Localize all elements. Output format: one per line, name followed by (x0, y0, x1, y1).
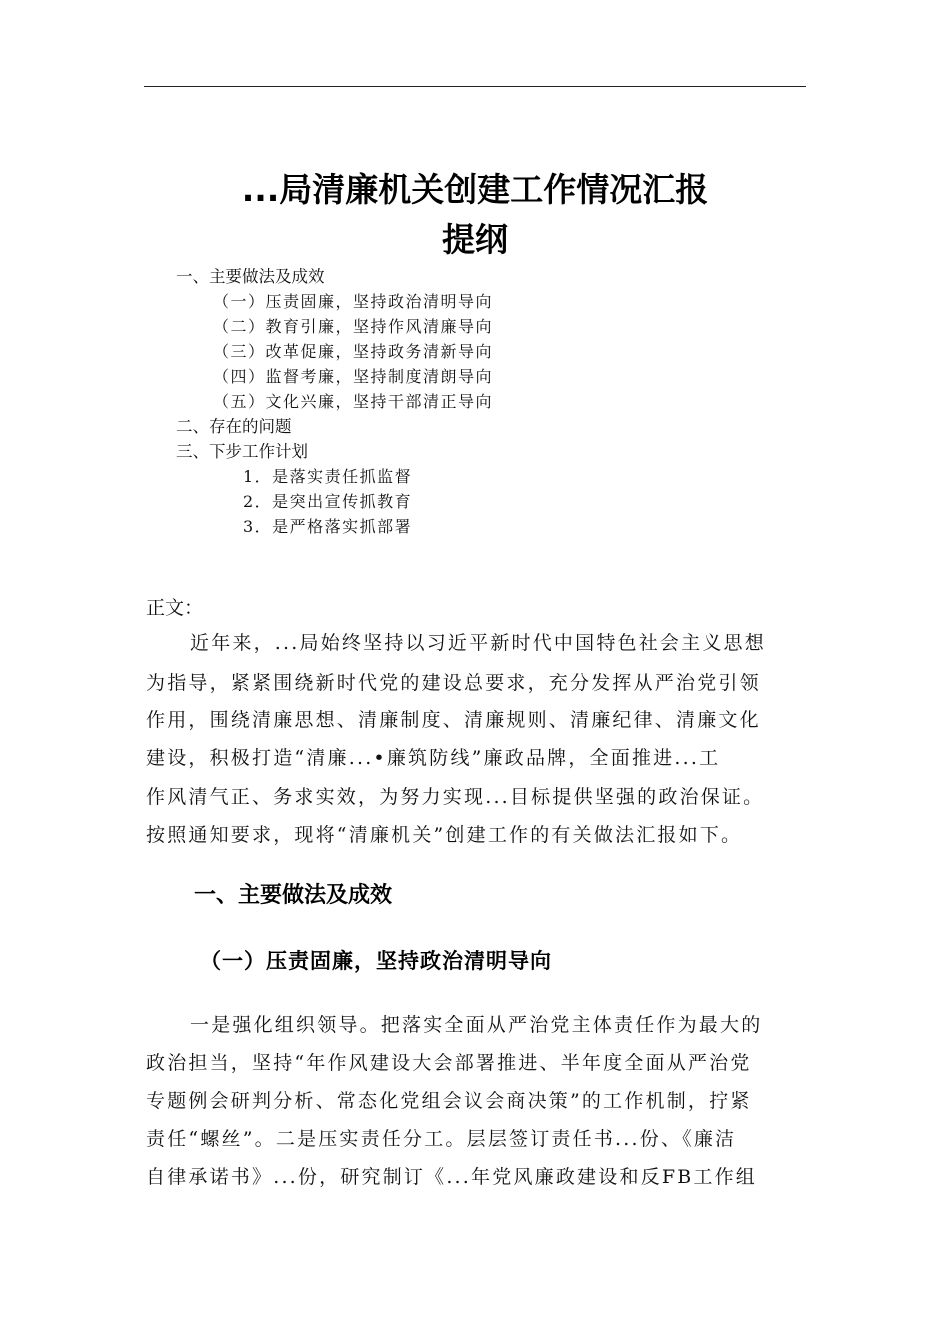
paragraph-line: 建设，积极打造“清廉...•廉筑防线”廉政品牌，全面推进...工 (146, 747, 721, 769)
document-title-line-1: ...局清廉机关创建工作情况汇报 (241, 170, 709, 209)
outline-item: （二）教育引廉，坚持作风清廉导向 (213, 317, 494, 336)
outline-section-2: 二、存在的问题 (176, 417, 292, 436)
paragraph-line: 作风清气正、务求实效，为努力实现...目标提供坚强的政治保证。 (146, 786, 765, 808)
outline-item: （一）压责固廉，坚持政治清明导向 (213, 292, 494, 311)
outline-subitem: 1．是落实责任抓监督 (243, 467, 413, 486)
outline-item: （五）文化兴廉，坚持干部清正导向 (213, 392, 494, 411)
paragraph-line: 自律承诺书》...份，研究制订《...年党风廉政建设和反FB工作组 (146, 1166, 757, 1188)
paragraph-line: 为指导，紧紧围绕新时代党的建设总要求，充分发挥从严治党引领 (146, 672, 761, 694)
outline-section-3: 三、下步工作计划 (176, 442, 308, 461)
outline-subitem: 3．是严格落实抓部署 (243, 517, 413, 536)
paragraph-line: 近年来，...局始终坚持以习近平新时代中国特色社会主义思想 (190, 632, 766, 654)
outline-item: （四）监督考廉，坚持制度清朗导向 (213, 367, 494, 386)
header-rule (144, 86, 806, 87)
paragraph-line: 按照通知要求，现将“清廉机关”创建工作的有关做法汇报如下。 (146, 824, 743, 846)
outline-subitem: 2．是突出宣传抓教育 (243, 492, 413, 511)
outline-item: （三）改革促廉，坚持政务清新导向 (213, 342, 494, 361)
paragraph-line: 作用，围绕清廉思想、清廉制度、清廉规则、清廉纪律、清廉文化 (146, 709, 761, 731)
document-title-line-2: 提纲 (442, 220, 508, 259)
subsection-heading: （一）压责固廉，坚持政治清明导向 (200, 948, 552, 973)
paragraph-line: 政治担当，坚持“年作风建设大会部署推进、半年度全面从严治党 (146, 1052, 752, 1074)
section-heading: 一、主要做法及成效 (194, 883, 393, 908)
paragraph-line: 责任“螺丝”。二是压实责任分工。层层签订责任书...份、《廉洁 (146, 1128, 737, 1150)
paragraph-line: 一是强化组织领导。把落实全面从严治党主体责任作为最大的 (190, 1014, 763, 1036)
outline-section-1: 一、主要做法及成效 (176, 267, 325, 286)
body-label: 正文： (146, 597, 204, 619)
paragraph-line: 专题例会研判分析、常态化党组会议会商决策”的工作机制，拧紧 (146, 1090, 752, 1112)
